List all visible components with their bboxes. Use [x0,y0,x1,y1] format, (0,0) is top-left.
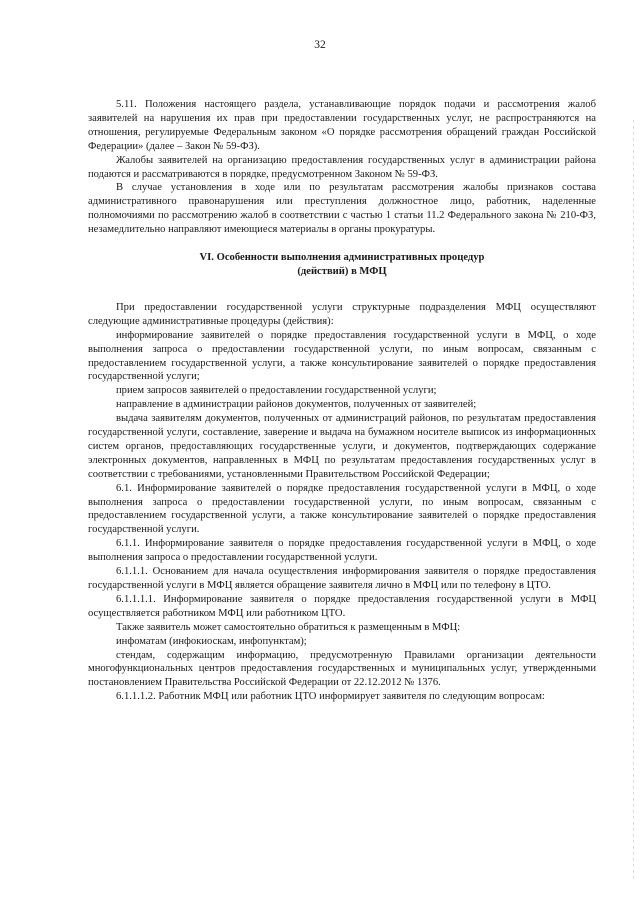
paragraph-6-1: 6.1. Информирование заявителей о порядке предоставления государственной услуги в МФЦ, о ходе выполнения запроса о предоставлении государственной услуги, по иным вопросам, связанным с предоставлением государственной услуги, а также консультирование заявителей о порядке предоставления государственной услуги. [88,482,596,536]
paragraph-6-1-1-1: 6.1.1.1. Основанием для начала осуществления информирования заявителя о порядке предоставления государственной услуги в МФЦ является обращение заявителя лично в МФЦ или по телефону в ЦТО. [88,566,596,591]
list-item-stands: стендам, содержащим информацию, предусмотренную Правилами организации деятельности многофункциональных центров предоставления государственных и муниципальных услуг, утвержденными постановлением Правительства Российской Федерации от 22.12.2012 № 1376. [88,649,596,689]
document-body [88,98,596,704]
paragraph-6-1-1: 6.1.1. Информирование заявителя о порядке предоставления государственной услуги в МФЦ, о ходе выполнения запроса о предоставлении государственной услуги. [88,538,596,564]
paragraph-5-11: 5.11. Положения настоящего раздела, устанавливающие порядок подачи и рассмотрения жалоб заявителей на нарушения их прав при предоставлении государственных услуг, не распространяются на отношения, регулируемые Федеральным законом «О порядке рассмотрения обращений граждан Российской Федерации» (далее – Закон № 59-ФЗ). [88,99,596,152]
list-item-informing: информирование заявителей о порядке предоставления государственной услуги в МФЦ, о ходе выполнения запроса о предоставлении государственной услуги, по иным вопросам, связанным с предоставлением государственной услуги, а также консультирование заявителей о порядке предоставления государственной услуги; [88,329,596,383]
page-number: 32 [314,39,326,51]
list-item-infomats: инфоматам (инфокиоскам, инфопунктам); [116,635,307,647]
list-item-reception: прием запросов заявителей о предоставлении государственной услуги; [116,385,437,397]
paragraph-prosecution: В случае установления в ходе или по результатам рассмотрения жалобы признаков состава административного правонарушения или преступления должностное лицо, работник, наделенные полномочиями по рассмотрению жалоб в соответствии с частью 1 статьи 11.2 Федерального закона № 210-ФЗ, незамедлительно направляют имеющиеся материалы в органы прокуратуры. [88,182,596,236]
scan-edge-line [633,120,634,880]
paragraph-6-1-1-1-1: 6.1.1.1.1. Информирование заявителя о порядке предоставления государственной услуги в МФЦ осуществляется работником МФЦ или работником ЦТО. [88,593,596,619]
paragraph-intro: При предоставлении государственной услуги структурные подразделения МФЦ осуществляют следующие административные процедуры (действия): [88,301,596,327]
list-item-issuance: выдача заявителям документов, полученных от администраций районов, по результатам предоставления государственной услуги, составление, заверение и выдача на бумажном носителе выписок из информационных систем органов, предоставляющих государственные услуги, и документов, подтверждающих содержание электронных документов, направленных в МФЦ по результатам предоставления государственных услуг в соответствии с требованиями, установленными Правительством Российской Федерации; [88,413,596,480]
list-item-sending: направление в администрации районов документов, полученных от заявителей; [116,399,477,411]
section-heading-line-1: VI. Особенности выполнения административных процедур [199,252,485,264]
section-heading [88,251,596,279]
paragraph-complaints: Жалобы заявителей на организацию предоставления государственных услуг в администрации района подаются и рассматриваются в порядке, предусмотренном Законом № 59-ФЗ. [88,154,596,180]
paragraph-6-1-1-1-2: 6.1.1.1.2. Работник МФЦ или работник ЦТО информирует заявителя по следующим вопросам: [116,691,545,703]
paragraph-self-service: Также заявитель может самостоятельно обратиться к размещенным в МФЦ: [116,621,461,633]
section-heading-line-2: (действий) в МФЦ [297,265,387,277]
